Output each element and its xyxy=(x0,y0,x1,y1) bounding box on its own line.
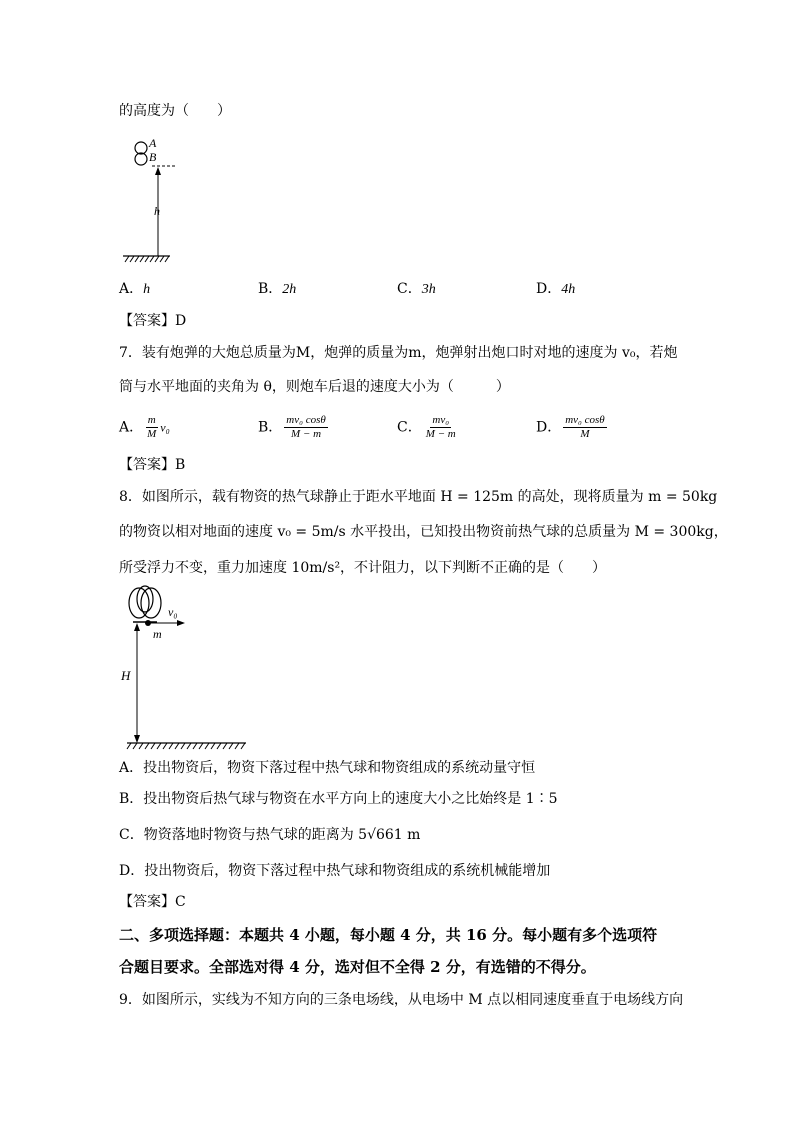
q7-stem-line2: 筒与水平地面的夹角为 θ，则炮车后退的速度大小为（ ） xyxy=(119,379,510,395)
q6-option-a: A．h xyxy=(119,281,151,297)
q6-answer: 【答案】D xyxy=(119,313,187,329)
section-2-heading-line2: 合题目要求。全部选对得 4 分，选对但不全得 2 分，有选错的不得分。 xyxy=(119,958,596,976)
q6-stem-tail: 的高度为（ ） xyxy=(119,103,231,119)
label-v0: v₀ xyxy=(168,605,178,619)
label-m: m xyxy=(153,627,162,641)
q8-option-a: A．投出物资后，物资下落过程中热气球和物资组成的系统动量守恒 xyxy=(119,760,536,776)
q8-figure xyxy=(115,585,255,750)
ball-a xyxy=(135,142,147,154)
q6-figure xyxy=(118,135,198,265)
q7-option-a: A． $\frac{m}{M}$ v₀ xyxy=(119,414,170,440)
label-h: h xyxy=(154,204,160,218)
q8-option-c: C．物资落地时物资与热气球的距离为 5√661 m xyxy=(119,827,421,843)
q7-option-d: D． $\frac{\text{mv₀ cosθ}}{M}$ xyxy=(536,414,605,440)
q6-option-b: B．2h xyxy=(258,281,297,297)
section-2-heading-line1: 二、多项选择题：本题共 4 小题，每小题 4 分，共 16 分。每小题有多个选项符 xyxy=(119,926,658,944)
q7-option-b: B． $\frac{\text{mv₀ cosθ}}{M - m}$ xyxy=(258,414,326,440)
q6-option-d: D．4h xyxy=(536,281,576,297)
q8-stem-line1: 8．如图所示，载有物资的热气球静止于距水平地面 H = 125m 的高处，现将质量为 m = 50kg xyxy=(119,489,718,505)
label-b: B xyxy=(149,150,157,164)
q6-option-c: C．3h xyxy=(397,281,436,297)
q7-option-c: C． $\frac{\text{mv₀}}{M - m}$ xyxy=(397,414,456,440)
q8-answer: 【答案】C xyxy=(119,894,186,910)
label-H: H xyxy=(121,668,131,683)
q7-stem-line1: 7．装有炮弹的大炮总质量为M，炮弹的质量为m，炮弹射出炮口时对地的速度为 v₀，若炮 xyxy=(119,345,678,361)
ball-b xyxy=(135,153,147,165)
label-a: A xyxy=(149,136,157,150)
q8-stem-line2: 的物资以相对地面的速度 v₀ = 5m/s 水平投出，已知投出物资前热气球的总质量为 M = 300kg， xyxy=(119,524,728,540)
q8-option-d: D．投出物资后，物资下落过程中热气球和物资组成的系统机械能增加 xyxy=(119,863,551,879)
q9-stem-line1: 9．如图所示，实线为不知方向的三条电场线，从电场中 M 点以相同速度垂直于电场线方向 xyxy=(119,992,684,1008)
q8-option-b: B．投出物资后热气球与物资在水平方向上的速度大小之比始终是 1∶5 xyxy=(119,791,558,807)
q8-stem-line3: 所受浮力不变，重力加速度 10m/s²，不计阻力，以下判断不正确的是（ ） xyxy=(119,560,607,576)
q7-answer: 【答案】B xyxy=(119,457,186,473)
